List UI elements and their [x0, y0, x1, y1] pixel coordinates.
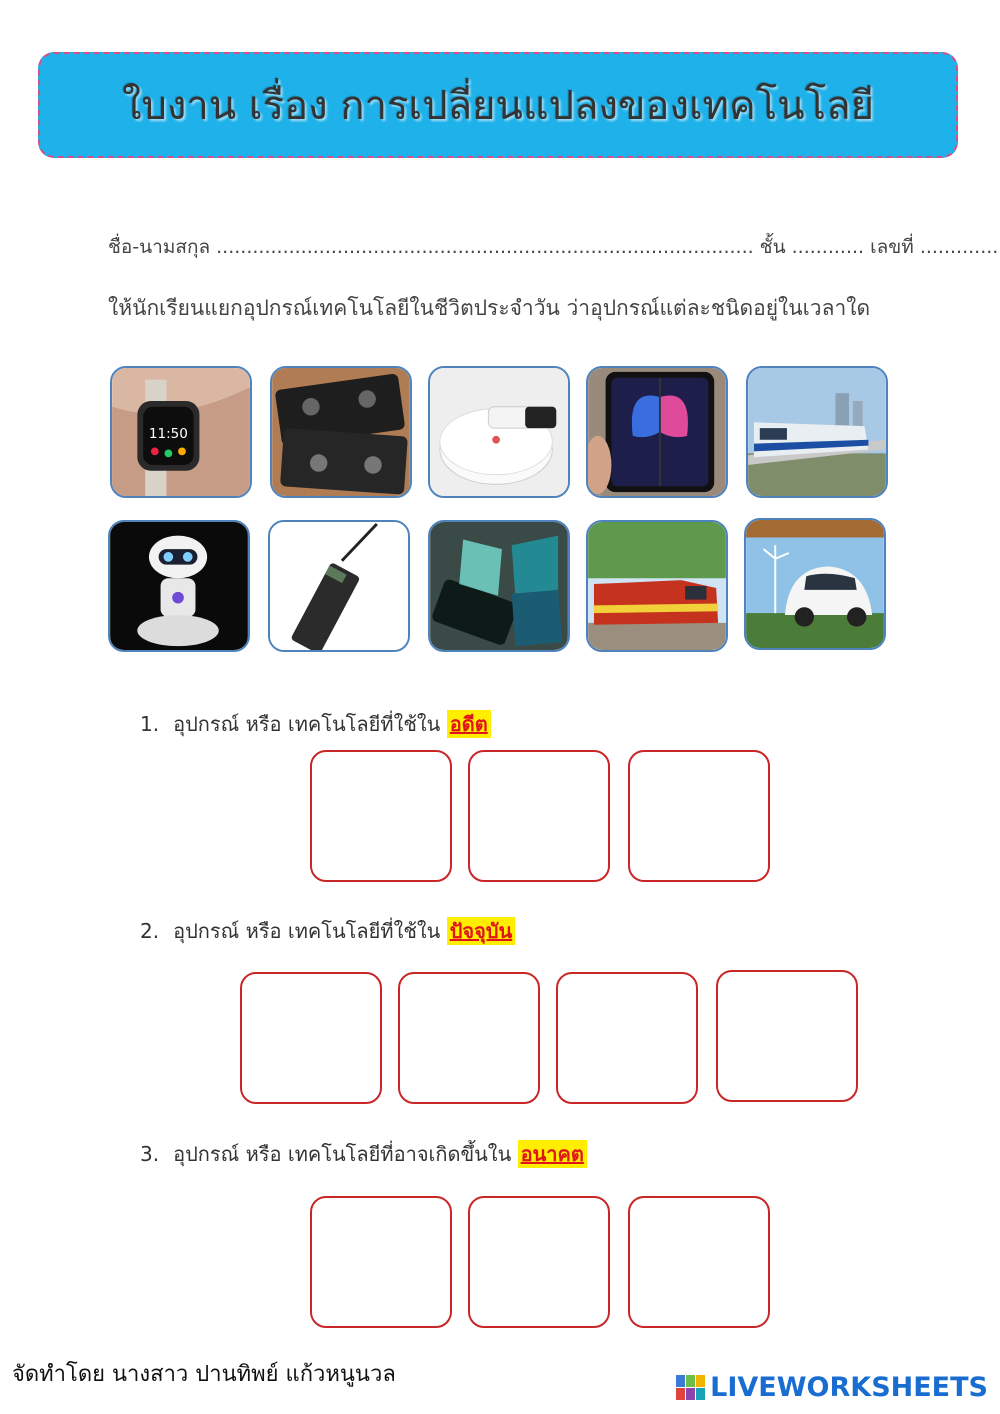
drop-box-future-2[interactable] — [468, 1196, 610, 1328]
question-3-keyword: อนาคต — [518, 1140, 587, 1168]
brick-phone-icon[interactable] — [268, 520, 410, 652]
diesel-train-icon[interactable] — [586, 520, 728, 652]
question-3-text: อุปกรณ์ หรือ เทคโนโลยีที่อาจเกิดขึ้นใน — [173, 1142, 512, 1166]
question-1-keyword: อดีต — [447, 710, 491, 738]
drop-box-present-4[interactable] — [716, 970, 858, 1102]
title-banner — [38, 52, 958, 158]
skytrain-icon[interactable] — [746, 366, 888, 498]
liveworksheets-brand[interactable] — [676, 1372, 988, 1403]
hologram-phone-icon[interactable] — [428, 520, 570, 652]
drop-box-present-1[interactable] — [240, 972, 382, 1104]
foldable-phone-icon[interactable] — [586, 366, 728, 498]
question-1-text: อุปกรณ์ หรือ เทคโนโลยีที่ใช้ใน — [173, 712, 441, 736]
question-3 — [140, 1138, 587, 1170]
drop-box-past-3[interactable] — [628, 750, 770, 882]
smartwatch-icon[interactable] — [110, 366, 252, 498]
instruction-text: ให้นักเรียนแยกอุปกรณ์เทคโนโลยีในชีวิตประจำวัน ว่าอุปกรณ์แต่ละชนิดอยู่ในเวลาใด — [108, 296, 871, 320]
svg-text:11:50: 11:50 — [148, 425, 188, 442]
drop-box-past-2[interactable] — [468, 750, 610, 882]
drop-box-future-1[interactable] — [310, 1196, 452, 1328]
question-2-number: 2. — [140, 919, 160, 943]
question-2-text: อุปกรณ์ หรือ เทคโนโลยีที่ใช้ใน — [173, 919, 441, 943]
question-1-number: 1. — [140, 712, 160, 736]
question-1 — [140, 708, 491, 740]
robot-icon[interactable] — [108, 520, 250, 652]
liveworksheets-logo-icon — [676, 1375, 706, 1401]
drop-box-present-3[interactable] — [556, 972, 698, 1104]
electric-car-icon[interactable] — [744, 518, 886, 650]
student-info-line: ชื่อ-นามสกุล ......................................................................................... ชั้น ............ เลขที่ ............. — [108, 236, 999, 258]
vhs-tape-icon[interactable] — [270, 366, 412, 498]
question-2 — [140, 915, 515, 947]
drop-box-present-2[interactable] — [398, 972, 540, 1104]
page-title: ใบงาน เรื่อง การเปลี่ยนแปลงของเทคโนโลยี — [121, 83, 875, 129]
drop-box-past-1[interactable] — [310, 750, 452, 882]
robot-vacuum-icon[interactable] — [428, 366, 570, 498]
drop-box-future-3[interactable] — [628, 1196, 770, 1328]
question-2-keyword: ปัจจุบัน — [447, 917, 516, 945]
author-credit: จัดทำโดย นางสาว ปานทิพย์ แก้วหนูนวล — [12, 1362, 396, 1387]
brand-name: LIVEWORKSHEETS — [710, 1372, 988, 1403]
question-3-number: 3. — [140, 1142, 160, 1166]
